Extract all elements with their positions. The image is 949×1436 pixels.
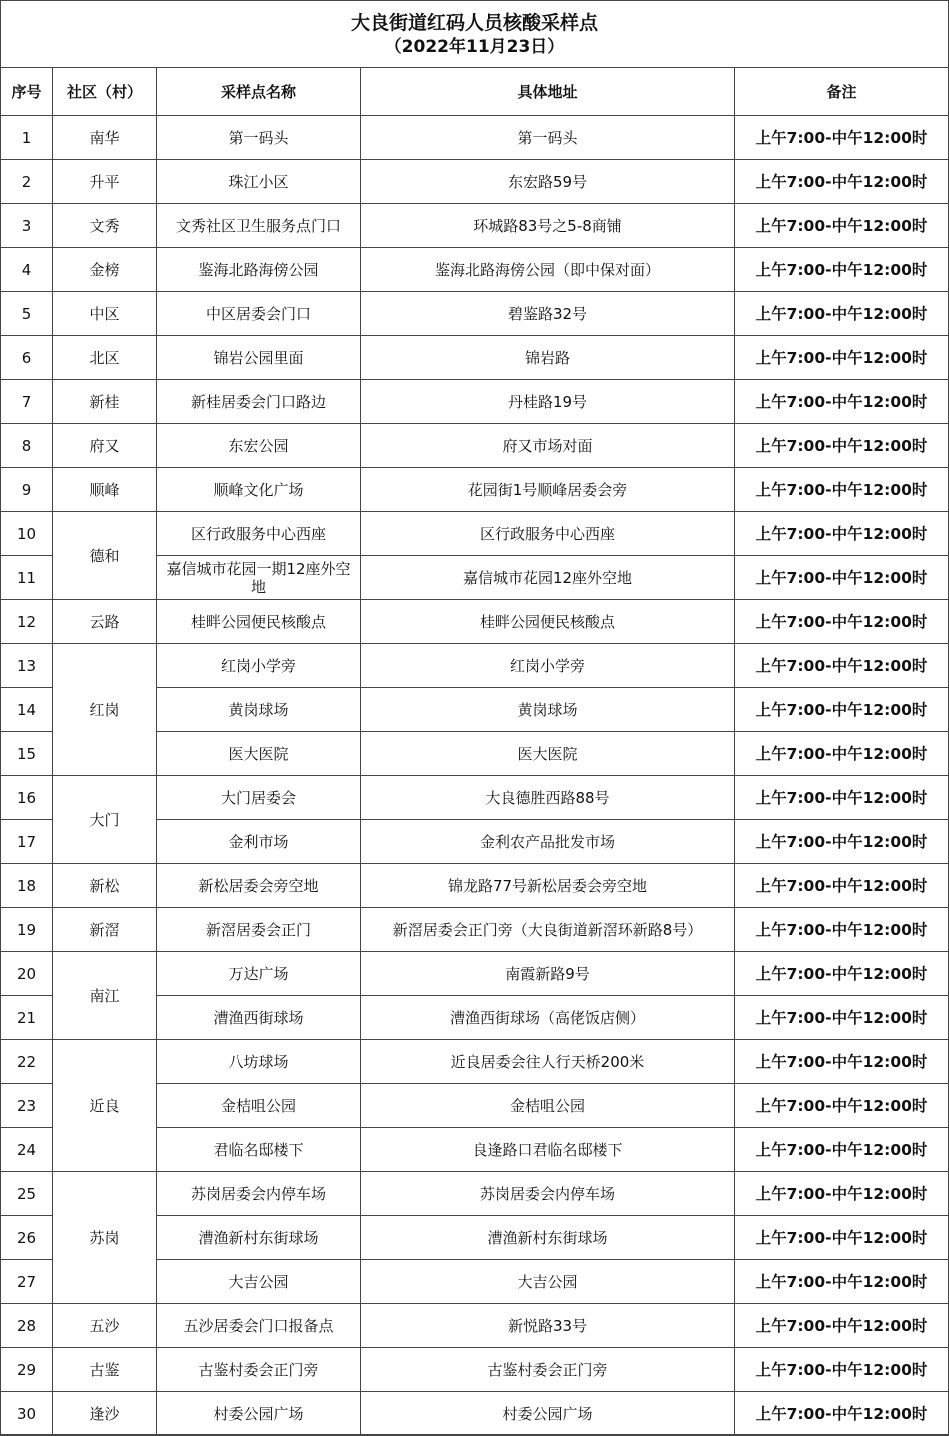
row-site-name: 黄岗球场: [157, 688, 361, 732]
row-address: 东宏路59号: [361, 160, 735, 204]
row-address: 红岗小学旁: [361, 644, 735, 688]
row-community: 德和: [53, 512, 157, 600]
row-address: 嘉信城市花园12座外空地: [361, 556, 735, 600]
row-site-name: 金桔咀公园: [157, 1084, 361, 1128]
row-community: 新滘: [53, 908, 157, 952]
row-site-name: 鉴海北路海傍公园: [157, 248, 361, 292]
row-seq: 7: [1, 380, 53, 424]
row-community: 府又: [53, 424, 157, 468]
row-community: 中区: [53, 292, 157, 336]
row-note-time: 上午7:00-中午12:00时: [735, 336, 949, 380]
row-address: 金利农产品批发市场: [361, 820, 735, 864]
header-seq: 序号: [1, 68, 53, 116]
row-note-time: 上午7:00-中午12:00时: [735, 1304, 949, 1348]
row-site-name: 东宏公园: [157, 424, 361, 468]
row-address: 区行政服务中心西座: [361, 512, 735, 556]
row-address: 大吉公园: [361, 1260, 735, 1304]
row-address: 医大医院: [361, 732, 735, 776]
row-note-time: 上午7:00-中午12:00时: [735, 248, 949, 292]
row-seq: 8: [1, 424, 53, 468]
row-note-time: 上午7:00-中午12:00时: [735, 556, 949, 600]
table-row: [1, 160, 949, 204]
row-community: 红岗: [53, 644, 157, 776]
table-row: [1, 424, 949, 468]
row-note-time: 上午7:00-中午12:00时: [735, 952, 949, 996]
row-site-name: 八坊球场: [157, 1040, 361, 1084]
table-row: [1, 204, 949, 248]
row-note-time: 上午7:00-中午12:00时: [735, 292, 949, 336]
header-community: 社区（村）: [53, 68, 157, 116]
row-address: 金桔咀公园: [361, 1084, 735, 1128]
row-seq: 13: [1, 644, 53, 688]
row-site-name: 新松居委会旁空地: [157, 864, 361, 908]
row-site-name: 中区居委会门口: [157, 292, 361, 336]
row-community: 近良: [53, 1040, 157, 1172]
table-row: [1, 248, 949, 292]
row-site-name: 古鉴村委会正门旁: [157, 1348, 361, 1392]
row-community: 南江: [53, 952, 157, 1040]
row-seq: 22: [1, 1040, 53, 1084]
row-seq: 9: [1, 468, 53, 512]
row-note-time: 上午7:00-中午12:00时: [735, 864, 949, 908]
row-site-name: 村委公园广场: [157, 1392, 361, 1436]
table-row: [1, 600, 949, 644]
row-seq: 11: [1, 556, 53, 600]
row-note-time: 上午7:00-中午12:00时: [735, 160, 949, 204]
row-site-name: 新滘居委会正门: [157, 908, 361, 952]
row-note-time: 上午7:00-中午12:00时: [735, 820, 949, 864]
row-seq: 21: [1, 996, 53, 1040]
row-address: 漕渔西街球场（高佬饭店侧）: [361, 996, 735, 1040]
table-body: [1, 116, 949, 1436]
sampling-sites-table: [0, 67, 949, 1436]
table-row: [1, 1348, 949, 1392]
table-row: [1, 512, 949, 556]
row-community: 南华: [53, 116, 157, 160]
row-community: 顺峰: [53, 468, 157, 512]
row-address: 丹桂路19号: [361, 380, 735, 424]
row-community: 金榜: [53, 248, 157, 292]
row-seq: 18: [1, 864, 53, 908]
row-site-name: 大门居委会: [157, 776, 361, 820]
row-community: 逢沙: [53, 1392, 157, 1436]
table-row: [1, 116, 949, 160]
row-site-name: 君临名邸楼下: [157, 1128, 361, 1172]
row-seq: 1: [1, 116, 53, 160]
row-community: 苏岗: [53, 1172, 157, 1304]
row-address: 府又市场对面: [361, 424, 735, 468]
row-note-time: 上午7:00-中午12:00时: [735, 468, 949, 512]
row-note-time: 上午7:00-中午12:00时: [735, 600, 949, 644]
header-address: 具体地址: [361, 68, 735, 116]
row-address: 苏岗居委会内停车场: [361, 1172, 735, 1216]
row-site-name: 医大医院: [157, 732, 361, 776]
header-note: 备注: [735, 68, 949, 116]
table-row: [1, 908, 949, 952]
row-seq: 15: [1, 732, 53, 776]
table-row: [1, 864, 949, 908]
row-seq: 29: [1, 1348, 53, 1392]
row-note-time: 上午7:00-中午12:00时: [735, 1172, 949, 1216]
row-seq: 12: [1, 600, 53, 644]
row-site-name: 新桂居委会门口路边: [157, 380, 361, 424]
row-community: 文秀: [53, 204, 157, 248]
row-seq: 14: [1, 688, 53, 732]
row-note-time: 上午7:00-中午12:00时: [735, 1348, 949, 1392]
row-community: 古鉴: [53, 1348, 157, 1392]
table-row: [1, 776, 949, 820]
row-site-name: 红岗小学旁: [157, 644, 361, 688]
row-note-time: 上午7:00-中午12:00时: [735, 380, 949, 424]
row-note-time: 上午7:00-中午12:00时: [735, 776, 949, 820]
row-site-name: 万达广场: [157, 952, 361, 996]
row-seq: 25: [1, 1172, 53, 1216]
page-subtitle: （2022年11月23日）: [384, 37, 565, 57]
row-community: 新桂: [53, 380, 157, 424]
row-note-time: 上午7:00-中午12:00时: [735, 116, 949, 160]
row-address: 花园街1号顺峰居委会旁: [361, 468, 735, 512]
row-note-time: 上午7:00-中午12:00时: [735, 424, 949, 468]
title-block: [1, 1, 948, 67]
row-seq: 20: [1, 952, 53, 996]
table-row: [1, 336, 949, 380]
row-address: 环城路83号之5-8商铺: [361, 204, 735, 248]
row-address: 新滘居委会正门旁（大良街道新滘环新路8号）: [361, 908, 735, 952]
row-seq: 28: [1, 1304, 53, 1348]
row-community: 新松: [53, 864, 157, 908]
row-note-time: 上午7:00-中午12:00时: [735, 688, 949, 732]
row-seq: 24: [1, 1128, 53, 1172]
row-seq: 19: [1, 908, 53, 952]
table-row: [1, 1392, 949, 1436]
row-address: 第一码头: [361, 116, 735, 160]
row-note-time: 上午7:00-中午12:00时: [735, 1040, 949, 1084]
row-seq: 17: [1, 820, 53, 864]
row-site-name: 苏岗居委会内停车场: [157, 1172, 361, 1216]
table-row: [1, 1304, 949, 1348]
row-address: 鉴海北路海傍公园（即中保对面）: [361, 248, 735, 292]
row-address: 锦龙路77号新松居委会旁空地: [361, 864, 735, 908]
row-note-time: 上午7:00-中午12:00时: [735, 1260, 949, 1304]
row-note-time: 上午7:00-中午12:00时: [735, 1128, 949, 1172]
header-row: [1, 68, 949, 116]
row-note-time: 上午7:00-中午12:00时: [735, 512, 949, 556]
row-address: 桂畔公园便民核酸点: [361, 600, 735, 644]
row-site-name: 大吉公园: [157, 1260, 361, 1304]
table-row: [1, 380, 949, 424]
row-seq: 23: [1, 1084, 53, 1128]
row-site-name: 金利市场: [157, 820, 361, 864]
row-address: 良逢路口君临名邸楼下: [361, 1128, 735, 1172]
row-site-name: 第一码头: [157, 116, 361, 160]
row-seq: 16: [1, 776, 53, 820]
row-address: 新悦路33号: [361, 1304, 735, 1348]
row-community: 云路: [53, 600, 157, 644]
row-address: 碧鉴路32号: [361, 292, 735, 336]
table-row: [1, 952, 949, 996]
row-address: 近良居委会往人行天桥200米: [361, 1040, 735, 1084]
row-site-name: 文秀社区卫生服务点门口: [157, 204, 361, 248]
row-address: 黄岗球场: [361, 688, 735, 732]
row-seq: 4: [1, 248, 53, 292]
row-note-time: 上午7:00-中午12:00时: [735, 644, 949, 688]
row-note-time: 上午7:00-中午12:00时: [735, 732, 949, 776]
row-community: 大门: [53, 776, 157, 864]
row-community: 北区: [53, 336, 157, 380]
table-row: [1, 1040, 949, 1084]
row-address: 南霞新路9号: [361, 952, 735, 996]
row-site-name: 锦岩公园里面: [157, 336, 361, 380]
row-site-name: 桂畔公园便民核酸点: [157, 600, 361, 644]
row-site-name: 珠江小区: [157, 160, 361, 204]
table-row: [1, 1172, 949, 1216]
row-note-time: 上午7:00-中午12:00时: [735, 204, 949, 248]
row-seq: 30: [1, 1392, 53, 1436]
header-site-name: 采样点名称: [157, 68, 361, 116]
table-row: [1, 292, 949, 336]
page-title: 大良街道红码人员核酸采样点: [350, 12, 598, 34]
row-address: 大良德胜西路88号: [361, 776, 735, 820]
row-seq: 6: [1, 336, 53, 380]
row-note-time: 上午7:00-中午12:00时: [735, 908, 949, 952]
table-row: [1, 644, 949, 688]
row-note-time: 上午7:00-中午12:00时: [735, 1392, 949, 1436]
row-address: 村委公园广场: [361, 1392, 735, 1436]
row-address: 漕渔新村东街球场: [361, 1216, 735, 1260]
row-seq: 3: [1, 204, 53, 248]
row-site-name: 五沙居委会门口报备点: [157, 1304, 361, 1348]
row-community: 五沙: [53, 1304, 157, 1348]
row-note-time: 上午7:00-中午12:00时: [735, 996, 949, 1040]
table-row: [1, 468, 949, 512]
row-site-name: 漕渔新村东街球场: [157, 1216, 361, 1260]
row-site-name: 嘉信城市花园一期12座外空地: [157, 556, 361, 600]
row-address: 古鉴村委会正门旁: [361, 1348, 735, 1392]
row-seq: 27: [1, 1260, 53, 1304]
row-address: 锦岩路: [361, 336, 735, 380]
row-site-name: 区行政服务中心西座: [157, 512, 361, 556]
row-site-name: 顺峰文化广场: [157, 468, 361, 512]
row-community: 升平: [53, 160, 157, 204]
row-note-time: 上午7:00-中午12:00时: [735, 1216, 949, 1260]
row-seq: 26: [1, 1216, 53, 1260]
row-note-time: 上午7:00-中午12:00时: [735, 1084, 949, 1128]
row-site-name: 漕渔西街球场: [157, 996, 361, 1040]
row-seq: 5: [1, 292, 53, 336]
row-seq: 2: [1, 160, 53, 204]
row-seq: 10: [1, 512, 53, 556]
